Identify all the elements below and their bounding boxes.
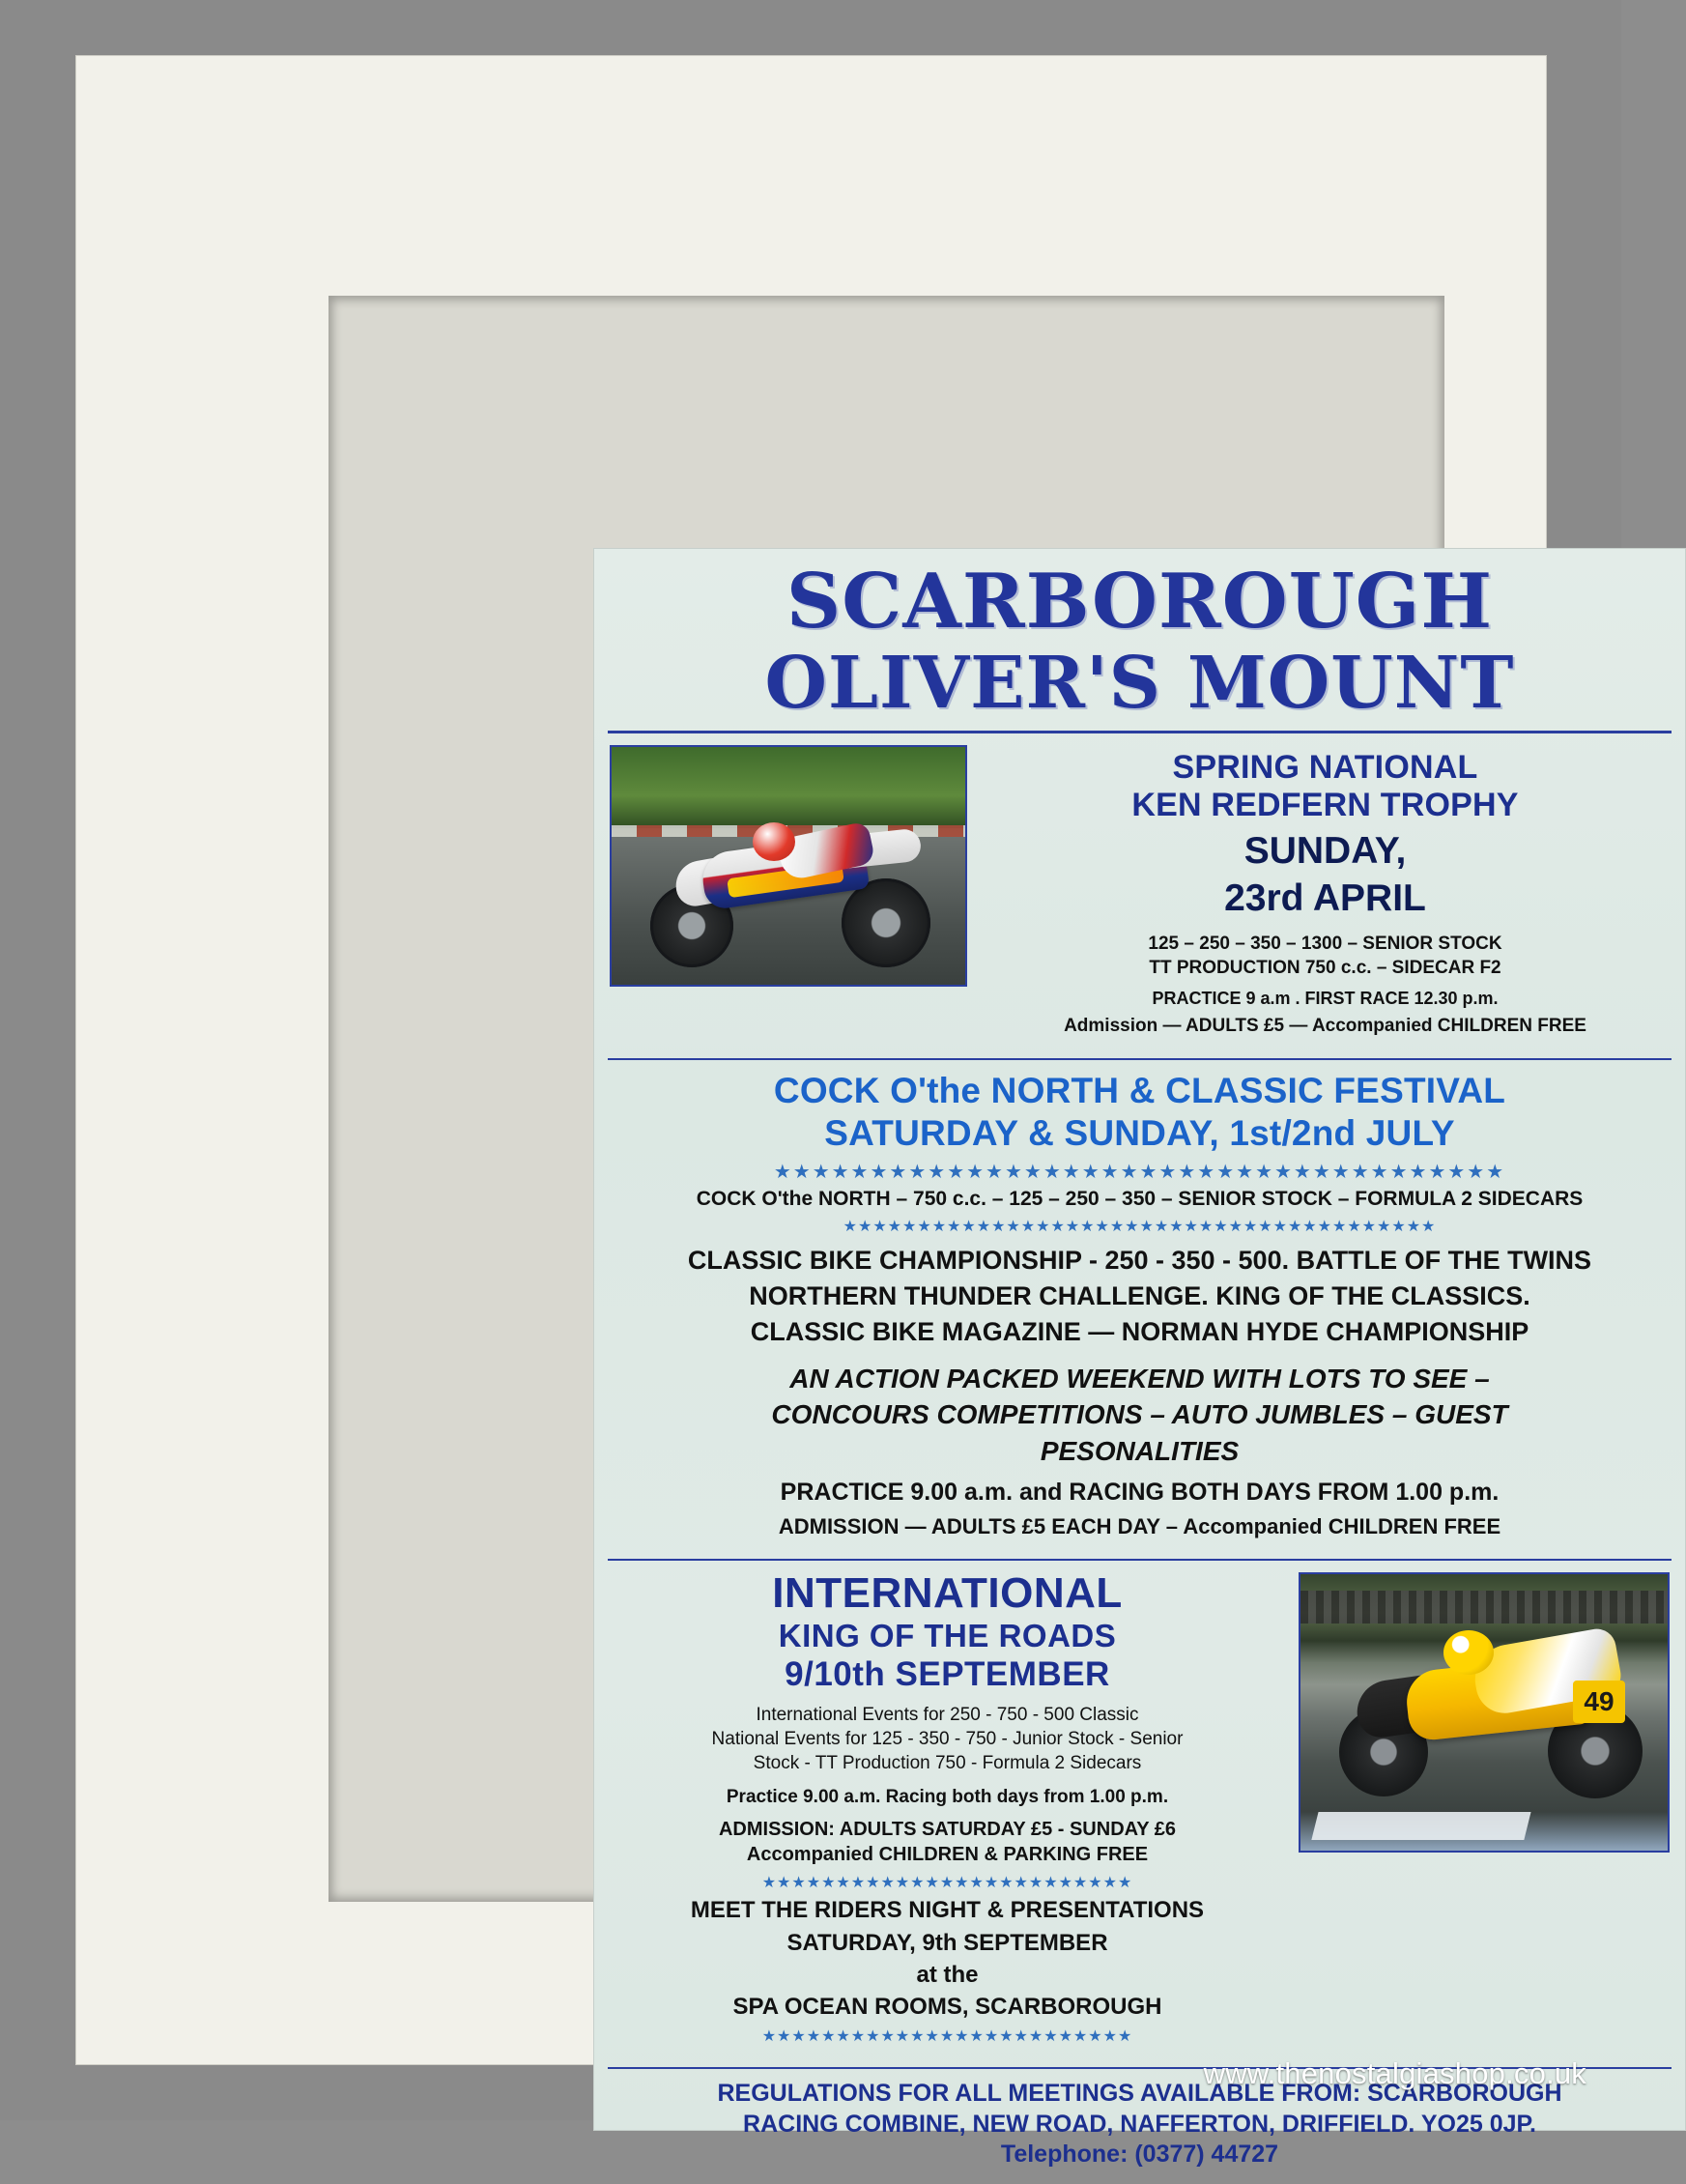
spring-national-text: [981, 745, 1670, 1037]
intl-heading-2: KING OF THE ROADS: [778, 1618, 1117, 1654]
cotn-heading-1: COCK O'the NORTH & CLASSIC FESTIVAL: [773, 1070, 1506, 1110]
racing-photo-top: [610, 745, 967, 987]
cotn-italic-1: AN ACTION PACKED WEEKEND WITH LOTS TO SEE –: [789, 1363, 1490, 1394]
title-line-1: SCARBOROUGH: [786, 558, 1494, 646]
intl-meet-4: SPA OCEAN ROOMS, SCARBOROUGH: [732, 1994, 1162, 2021]
international-text: [610, 1569, 1285, 2050]
spring-date-2: 23rd APRIL: [1224, 876, 1426, 919]
spring-date-1: SUNDAY,: [1243, 829, 1407, 872]
spring-heading-1: SPRING NATIONAL: [1172, 749, 1478, 786]
cotn-heading-2: SATURDAY & SUNDAY, 1st/2nd JULY: [824, 1112, 1455, 1153]
motorcycle-illustration-bottom: [1329, 1624, 1648, 1798]
cotn-practice: PRACTICE 9.00 a.m. and RACING BOTH DAYS FROM 1.00 p.m.: [780, 1479, 1500, 1507]
cotn-champ-3: CLASSIC BIKE MAGAZINE — NORMAN HYDE CHAMPIONSHIP: [750, 1317, 1529, 1347]
footer-line-2: RACING COMBINE, NEW ROAD, NAFFERTON, DRIFFIELD. YO25 0JP.: [743, 2110, 1536, 2138]
spring-national-section: [594, 733, 1685, 1047]
spring-heading-2: KEN REDFERN TROPHY: [1131, 787, 1519, 824]
motorcycle-illustration-top: [635, 820, 942, 965]
poster: [593, 548, 1686, 2169]
spring-practice: PRACTICE 9 a.m . FIRST RACE 12.30 p.m.: [1152, 988, 1499, 1008]
intl-admission-1: ADMISSION: ADULTS SATURDAY £5 - SUNDAY £6: [718, 1819, 1177, 1841]
international-section: [594, 1561, 1685, 2055]
cotn-admission: ADMISSION — ADULTS £5 EACH DAY – Accompanied CHILDREN FREE: [778, 1514, 1501, 1539]
cotn-classes: COCK O'the NORTH – 750 c.c. – 125 – 250 – 350 – SENIOR STOCK – FORMULA 2 SIDECARS: [696, 1188, 1584, 1211]
watermark: www.thenostalgiashop.co.uk: [1203, 2056, 1586, 2090]
star-divider-top: ★★★★★★★★★★★★★★★★★★★★★★★★★★★★★★★★★★★★★★: [773, 1162, 1506, 1184]
title-line-2: OLIVER'S MOUNT: [764, 642, 1515, 725]
cock-o-the-north-section: [594, 1060, 1685, 1547]
footer-line-3: Telephone: (0377) 44727: [1000, 2141, 1279, 2169]
intl-meet-1: MEET THE RIDERS NIGHT & PRESENTATIONS: [690, 1897, 1205, 1924]
intl-heading-1: INTERNATIONAL: [772, 1569, 1123, 1618]
intl-heading-3: 9/10th SEPTEMBER: [785, 1655, 1110, 1694]
star-divider-bottom: ★★★★★★★★★★★★★★★★★★★★★★★★★★★★★★★★★★★★★★★★: [843, 1219, 1437, 1236]
intl-star-divider-bottom: ★★★★★★★★★★★★★★★★★★★★★★★★★: [761, 2028, 1133, 2046]
intl-practice: Practice 9.00 a.m. Racing both days from 1.00 p.m.: [726, 1787, 1169, 1808]
cotn-italic-2: CONCOURS COMPETITIONS – AUTO JUMBLES – GUEST: [771, 1399, 1508, 1430]
intl-meet-2: SATURDAY, 9th SEPTEMBER: [786, 1929, 1108, 1956]
cotn-champ-2: NORTHERN THUNDER CHALLENGE. KING OF THE CLASSICS.: [749, 1281, 1530, 1311]
footer-line-1: REGULATIONS FOR ALL MEETINGS AVAILABLE FROM: SCARBOROUGH: [717, 2080, 1562, 2108]
intl-events-1: International Events for 250 - 750 - 500 Classic: [756, 1705, 1139, 1726]
intl-star-divider-top: ★★★★★★★★★★★★★★★★★★★★★★★★★: [761, 1875, 1133, 1892]
intl-meet-3: at the: [916, 1961, 979, 1988]
poster-title: [594, 549, 1685, 725]
intl-admission-2: Accompanied CHILDREN & PARKING FREE: [746, 1844, 1149, 1866]
spring-classes-2: TT PRODUCTION 750 c.c. – SIDECAR F2: [1149, 958, 1501, 979]
spring-admission: Admission — ADULTS £5 — Accompanied CHILDREN FREE: [1064, 1015, 1586, 1036]
spring-classes-1: 125 – 250 – 350 – 1300 – SENIOR STOCK: [1148, 933, 1502, 954]
cotn-italic-3: PESONALITIES: [1040, 1436, 1240, 1467]
intl-events-3: Stock - TT Production 750 - Formula 2 Sidecars: [753, 1753, 1142, 1774]
intl-events-2: National Events for 125 - 350 - 750 - Junior Stock - Senior: [711, 1729, 1184, 1750]
cotn-champ-1: CLASSIC BIKE CHAMPIONSHIP - 250 - 350 - 500. BATTLE OF THE TWINS: [687, 1246, 1592, 1276]
bike-number: 49: [1573, 1681, 1625, 1723]
racing-photo-bottom: [1299, 1572, 1670, 1853]
